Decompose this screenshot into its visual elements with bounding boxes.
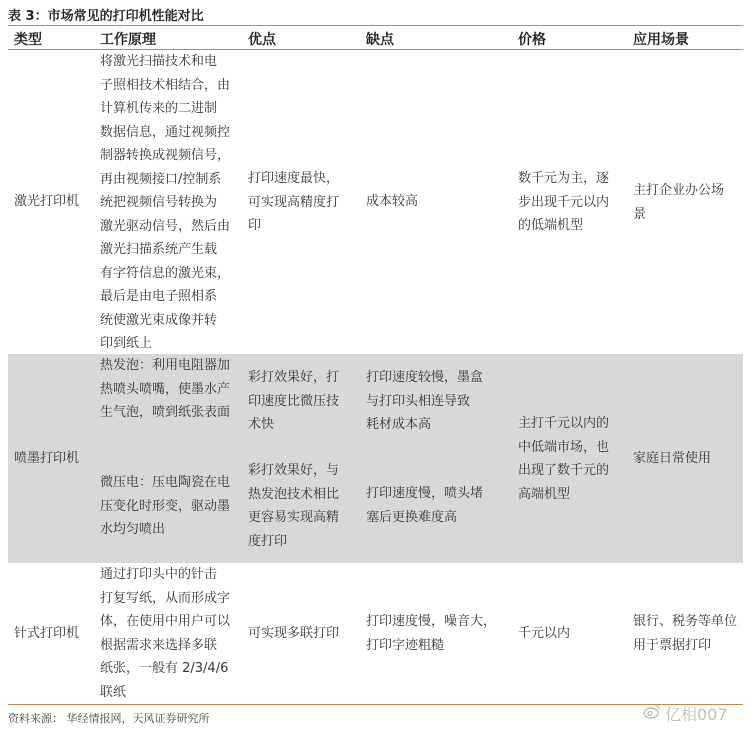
row-laser-type: 激光打印机 bbox=[14, 194, 80, 209]
table-title: 表 3：市场常见的打印机性能对比 bbox=[8, 9, 204, 24]
row-laser-principle: 将激光扫描技术和电 子照相技术相结合，由 计算机传来的二进制 数据信息，通过视频控 制器转换成视频信号， 再由视频接口/控制系 统把视频信号转换为 激光驱动信号，然后由 激光扫描系统产生载 有字符信息的激光束， 最后是由电子照相系 统使激光束成像并转 印到纸上 bbox=[100, 54, 231, 351]
row-inkjet-cons-thermal: 打印速度较慢，墨盒 与打印头相连导致 耗材成本高 bbox=[366, 370, 484, 432]
row-inkjet-principle-thermal: 热发泡：利用电阻器加 热喷头喷嘴，使墨水产 生气泡，喷到纸张表面 bbox=[100, 358, 231, 420]
table-row-inkjet bbox=[8, 354, 743, 563]
header-scene: 应用场景 bbox=[633, 32, 689, 48]
row-inkjet-pros-piezo: 彩打效果好，与 热发泡技术相比 更容易实现高精 度打印 bbox=[248, 463, 340, 549]
row-inkjet-price: 主打千元以内的 中低端市场，也 出现了数千元的 高端机型 bbox=[518, 416, 610, 502]
row-laser-pros: 打印速度最快， 可实现高精度打 印 bbox=[248, 171, 340, 233]
row-inkjet-pros-thermal: 彩打效果好，打 印速度比微压技 术快 bbox=[248, 370, 340, 432]
watermark-text: 亿相007 bbox=[665, 705, 728, 724]
row-dot-pros: 可实现多联打印 bbox=[248, 626, 340, 641]
row-dot-principle: 通过打印头中的针击 打复写纸，从而形成字 体，在使用中用户可以 根据需求来选择多联 纸张，一般有 2/3/4/6 联纸 bbox=[100, 567, 231, 700]
row-inkjet-cons-piezo: 打印速度慢，喷头堵 塞后更换难度高 bbox=[366, 486, 484, 525]
header-cons: 缺点 bbox=[366, 32, 394, 48]
row-dot-cons: 打印速度慢，噪音大， 打印字迹粗糙 bbox=[366, 614, 497, 653]
row-laser-price: 数千元为主，逐 步出现千元以内 的低端机型 bbox=[518, 171, 610, 233]
weibo-logo-icon bbox=[643, 703, 661, 719]
row-laser-cons: 成本较高 bbox=[366, 194, 419, 209]
header-pros: 优点 bbox=[248, 32, 276, 48]
table-header bbox=[8, 26, 743, 48]
row-inkjet-type: 喷墨打印机 bbox=[14, 451, 80, 466]
table-row-laser bbox=[8, 50, 743, 354]
table-row-dot-matrix bbox=[8, 563, 743, 704]
header-principle: 工作原理 bbox=[100, 32, 156, 48]
row-inkjet-principle-piezo: 微压电：压电陶瓷在电 压变化时形变，驱动墨 水均匀喷出 bbox=[100, 475, 231, 537]
source-note: 资料来源： 华经情报网，天风证券研究所 bbox=[8, 712, 210, 725]
row-dot-type: 针式打印机 bbox=[14, 626, 80, 641]
row-laser-scene: 主打企业办公场 景 bbox=[633, 183, 725, 222]
row-inkjet-scene: 家庭日常使用 bbox=[633, 451, 712, 466]
header-type: 类型 bbox=[14, 32, 42, 48]
table-bottom-rule bbox=[8, 704, 743, 705]
header-price: 价格 bbox=[518, 32, 546, 48]
row-dot-scene: 银行、税务等单位 用于票据打印 bbox=[633, 614, 738, 653]
row-dot-price: 千元以内 bbox=[518, 626, 571, 641]
